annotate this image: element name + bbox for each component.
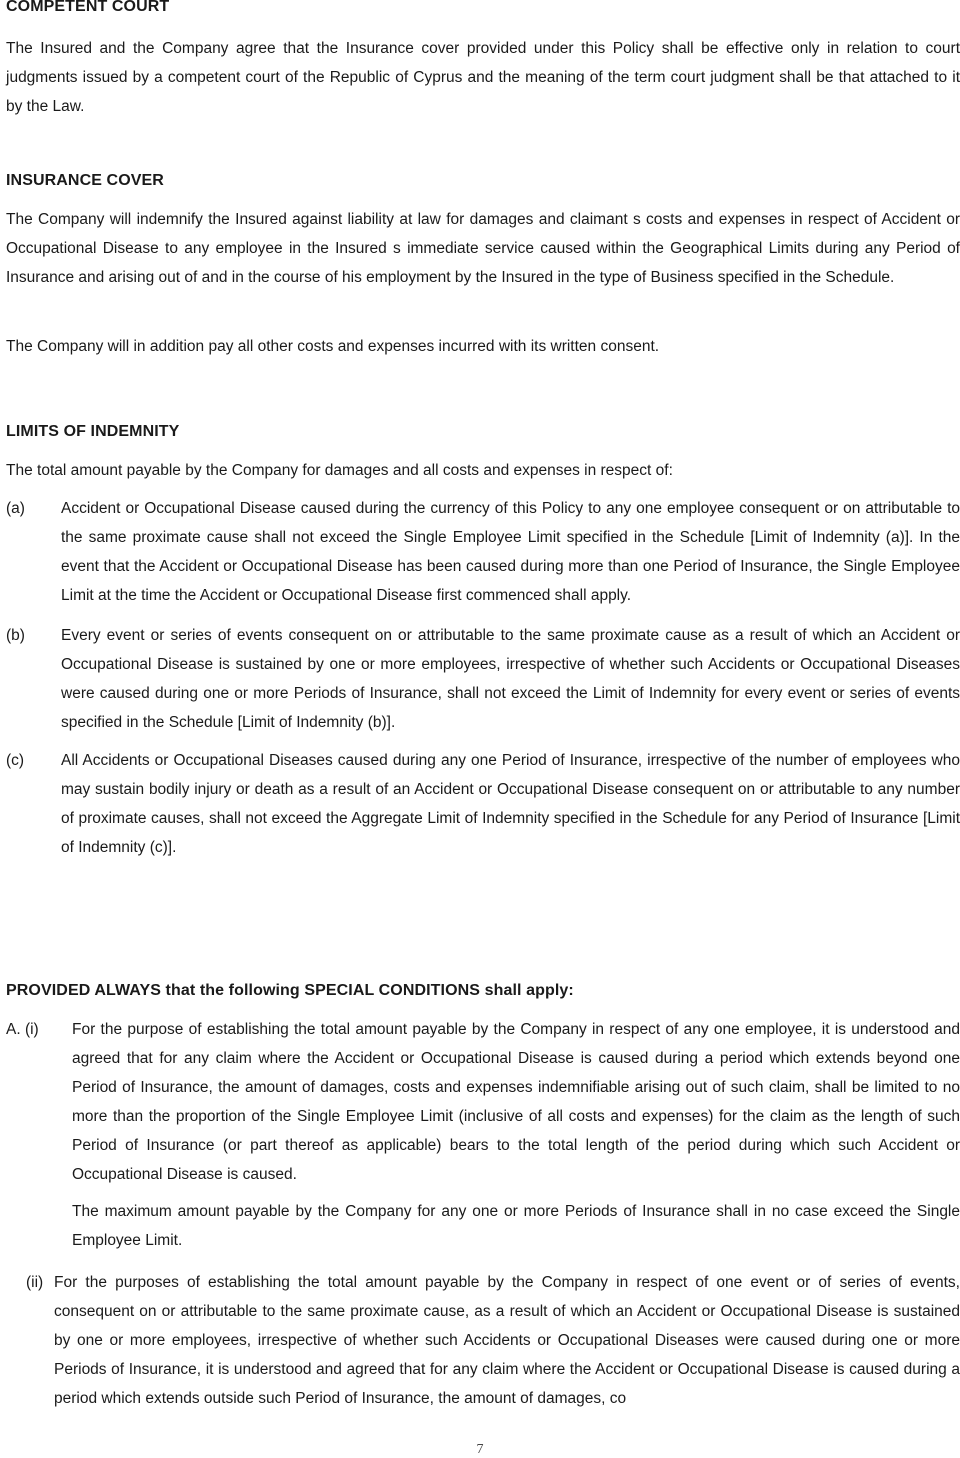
limit-item-text: All Accidents or Occupational Diseases caused during any one Period of Insurance, irrespective of the number of employees who may sustain bodily injury or death as a result of an Accident or Occupational Disease consequent on or attributable to any number of proximate causes, shall not exceed the Aggregate Limit of Indemnity specified in the Schedule for any Period of Insurance [Limit of Indemnity (c)]. [61, 752, 960, 856]
list-marker: (ii) [26, 1274, 44, 1291]
limit-item-a [6, 494, 960, 610]
limits-intro-text: The total amount payable by the Company for damages and all costs and expenses in respect of: [6, 462, 673, 479]
condition-a-i-paragraph: For the purpose of establishing the total amount payable by the Company in respect of any one employee, it is understood and agreed that for any claim where the Accident or Occupational Disease is caused during a period which extends beyond one Period of Insurance, the amount of damages, costs and expenses indemnifiable arising out of such claim, shall be limited to no more than the proportion of the Single Employee Limit (inclusive of all costs and expenses) for the claim as the length of such Period of Insurance (or part thereof as applicable) bears to the total length of the period during which such Accident or Occupational Disease is caused. [72, 1021, 960, 1183]
heading-competent-court: COMPETENT COURT [6, 0, 170, 15]
condition-a-i-body [72, 1015, 960, 1255]
list-marker: (c) [6, 752, 25, 769]
heading-limits-of-indemnity: LIMITS OF INDEMNITY [6, 423, 180, 440]
condition-a-ii-text: For the purposes of establishing the total amount payable by the Company in respect of one event or of series of events, consequent on or attributable to the same proximate cause, as a result of which an Accident or Occupational Disease is sustained by one or more employees, irrespective of whether such Accidents or Occupational Diseases were caused during one or more Periods of Insurance, it is understood and agreed that for any claim where the Accident or Occupational Disease is caused during a period which extends outside such Period of Insurance, the amount of damages, co [54, 1274, 960, 1407]
heading-special-conditions: PROVIDED ALWAYS that the following SPECIAL CONDITIONS shall apply: [6, 982, 574, 999]
list-marker: A. (i) [6, 1021, 39, 1038]
condition-a-ii [26, 1268, 960, 1413]
limit-item-c [6, 746, 960, 862]
condition-a-i-max-paragraph: The maximum amount payable by the Company for any one or more Periods of Insurance shall in no case exceed the Single Employee Limit. [72, 1203, 960, 1249]
condition-a-i [6, 1015, 960, 1255]
list-marker: (b) [6, 627, 25, 644]
limit-item-text: Accident or Occupational Disease caused during the currency of this Policy to any one employee consequent or on attributable to the same proximate cause shall not exceed the Single Employee Limit specified in the Schedule [Limit of Indemnity (a)]. In the event that the Accident or Occupational Disease has been caused during more than one Period of Insurance, the Single Employee Limit at the time the Accident or Occupational Disease first commenced shall apply. [61, 500, 960, 604]
list-marker: (a) [6, 500, 25, 517]
limit-item-b [6, 621, 960, 737]
competent-court-text: The Insured and the Company agree that the Insurance cover provided under this Policy shall be effective only in relation to court judgments issued by a competent court of the Republic of Cyprus and the meaning of the term court judgment shall be that attached to it by the Law. [6, 40, 960, 115]
limit-item-text: Every event or series of events consequent on or attributable to the same proximate cause as a result of which an Accident or Occupational Disease is sustained by one or more employees, irrespective of whether such Accidents or Occupational Diseases were caused during one or more Periods of Insurance, shall not exceed the Limit of Indemnity for every event or series of events specified in the Schedule [Limit of Indemnity (b)]. [61, 627, 960, 731]
heading-insurance-cover: INSURANCE COVER [6, 172, 164, 189]
insurance-cover-text: The Company will indemnify the Insured against liability at law for damages and claimant s costs and expenses in respect of Accident or Occupational Disease to any employee in the Insured s immediate service caused within the Geographical Limits during any Period of Insurance and arising out of and in the course of his employment by the Insured in the type of Business specified in the Schedule. [6, 211, 960, 286]
page-number: 7 [476, 1442, 484, 1457]
insurance-cover-costs-text: The Company will in addition pay all other costs and expenses incurred with its written consent. [6, 338, 660, 355]
